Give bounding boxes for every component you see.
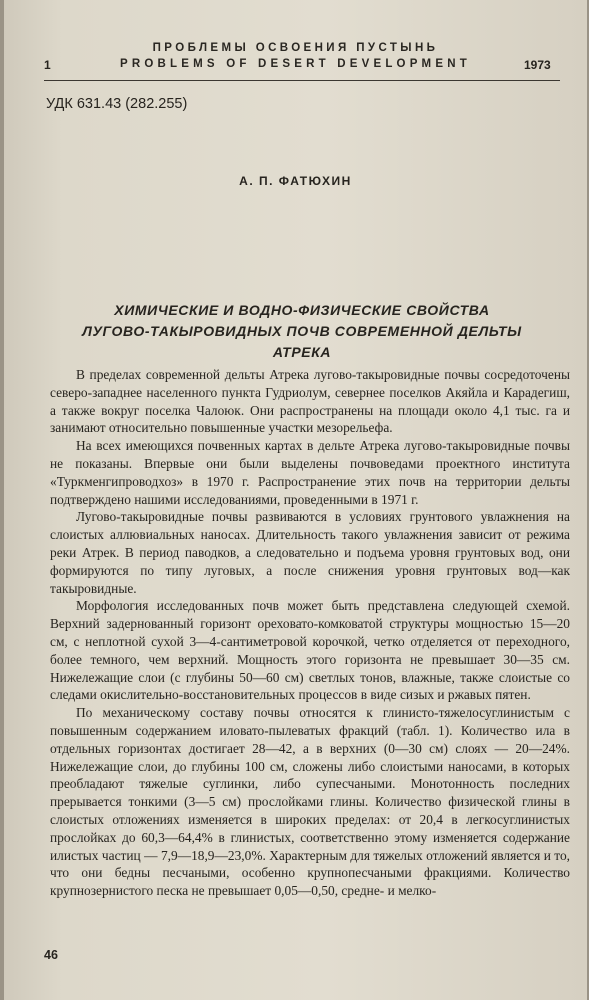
paragraph: Морфология исследованных почв может быть представлена следующей схемой. Верхний задернованный горизонт ореховато-комковатой структуры мощностью 15—20 см, с неплотной сухой 3—4-сантиметровой корочкой, четко отделяется от переходного, более темного, чем верхний. Мощность этого горизонта не превышает 30—35 см. Нижележащие слои (с глубины 50—60 см) светлых тонов, влажные, также слоистые со следами окислительно-восстановительных процессов в виде сизых и ржавых пятен.	[50, 598, 570, 703]
article-body	[50, 366, 570, 900]
header-rule	[44, 80, 560, 81]
paragraph: Лугово-такыровидные почвы развиваются в условиях грунтового увлажнения на слоистых аллювиальных наносах. Длительность такого увлажнения зависит от режима реки Атрек. В период паводков, а следовательно и подъема уровня грунтовых вод, они формируются по типу луговых, а после снижения уровня грунтовых вод—как такыровидные.	[50, 509, 570, 596]
title-line: ЛУГОВО-ТАКЫРОВИДНЫХ ПОЧВ СОВРЕМЕННОЙ ДЕЛЬТЫ	[82, 323, 522, 339]
paragraph: В пределах современной дельты Атрека лугово-такыровидные почвы сосредоточены северо-западнее населенного пункта Гудриолум, севернее поселков Акяйла и Карадегиш, а также вокруг поселка Чалоюк. Они распространены на площади около 4,1 тыс. га и занимают относительно повышенные участки мезорельефа.	[50, 367, 570, 436]
paragraph: На всех имеющихся почвенных картах в дельте Атрека лугово-такыровидные почвы не показаны. Впервые они были выделены почвоведами проектного института «Туркменгипроводхоз» в 1970 г. Распространение этих почв на территории дельты подтверждено нашими исследованиями, проведенными в 1971 г.	[50, 438, 570, 507]
issue-year: 1973	[524, 58, 551, 72]
journal-title-ru: ПРОБЛЕМЫ ОСВОЕНИЯ ПУСТЫНЬ	[152, 42, 439, 54]
article-title	[64, 300, 540, 363]
udc-code: УДК 631.43 (282.255)	[46, 96, 188, 112]
paragraph: По механическому составу почвы относятся к глинисто-тяжелосуглинистым с повышенным содержанием иловато-пылеватых фракций (табл. 1). Количество ила в отдельных горизонтах достигает 28—42, а в верхних (0—30 см) слоях — 20—24%. Нижележащие слои, до глубины 100 см, сложены либо слоистыми наносами, в которых преобладают тяжелые суглинки, либо супесчаными. Монотонность последних прерывается тонкими (3—5 см) прослойками глины. Количество физической глины в слоистых отложениях изменяется в широких пределах: от 20,4 в легкосуглинистых прослойках до 60,3—64,4% в глинистых, соответственно этому изменяется содержание илистых частиц — 7,9—18,9—23,0%. Характерным для тяжелых отложений является и то, что они бедны песчаными, особенно крупнопесчаными фракциями. Количество крупнозернистого песка не превышает 0,05—0,50, средне- и мелко-	[50, 705, 570, 899]
issue-number: 1	[44, 58, 51, 72]
author-name: А. П. ФАТЮХИН	[239, 174, 352, 188]
journal-title-en: PROBLEMS OF DESERT DEVELOPMENT	[120, 58, 471, 70]
journal-page	[4, 0, 587, 1000]
title-line: АТРЕКА	[272, 344, 332, 360]
title-line: ХИМИЧЕСКИЕ И ВОДНО-ФИЗИЧЕСКИЕ СВОЙСТВА	[114, 302, 490, 318]
page-number: 46	[44, 948, 58, 962]
